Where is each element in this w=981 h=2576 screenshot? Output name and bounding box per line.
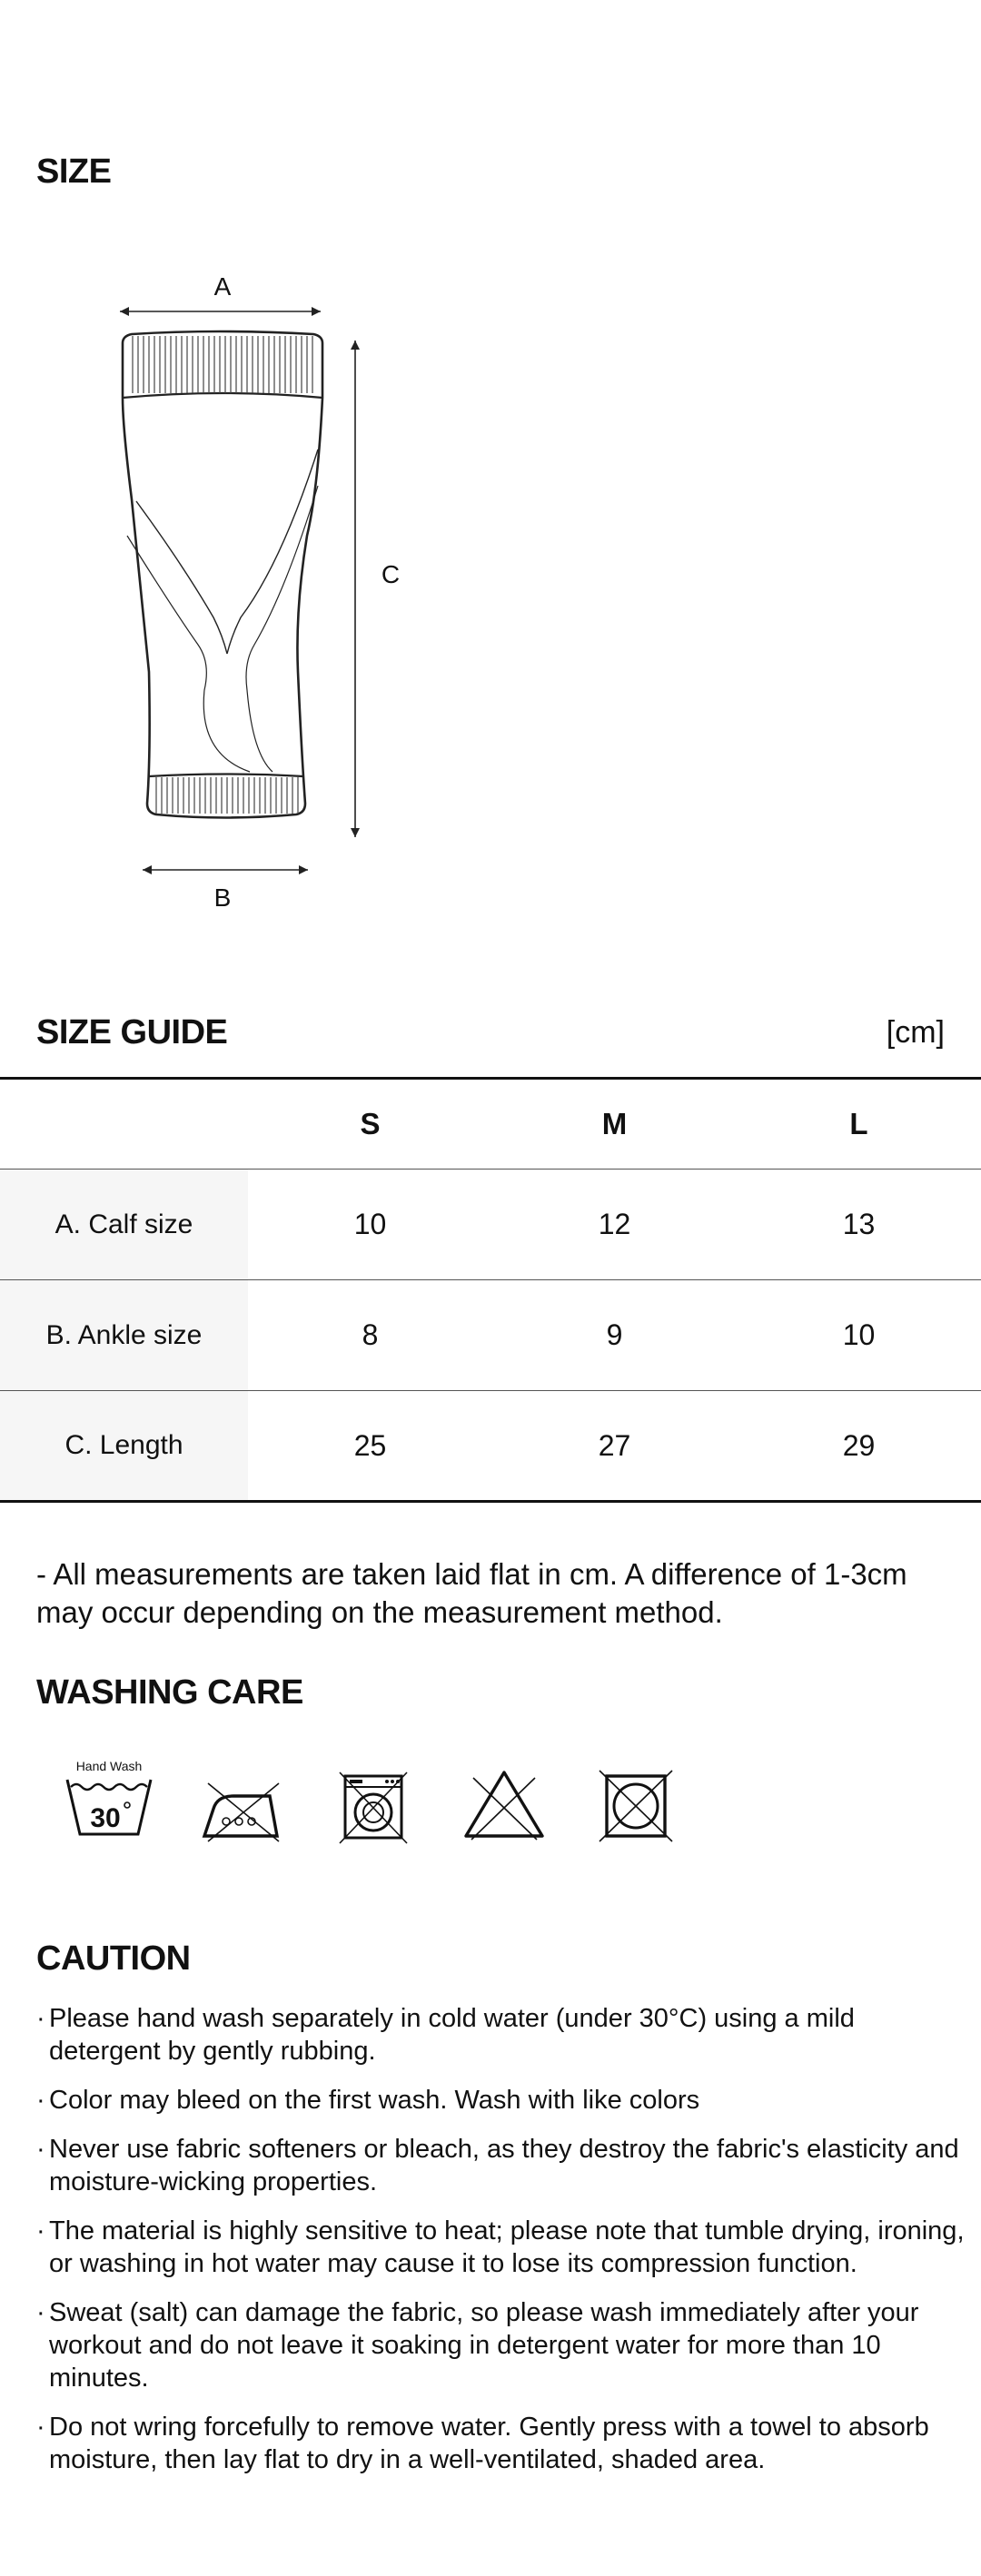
do-not-machine-wash-icon <box>318 1756 427 1856</box>
list-item: · Do not wring forcefully to remove water. Gently press with a towel to absorb moisture, then lay flat to dry in a well-ventilated, shaded area. <box>36 2411 972 2476</box>
table-cell: 10 <box>353 1208 387 1240</box>
care-icons <box>54 1756 690 1856</box>
caution-list <box>36 2002 972 2492</box>
size-table <box>0 1077 981 1503</box>
table-header-row <box>0 1079 981 1170</box>
list-item: · Color may bleed on the first wash. Wash with like colors <box>36 2084 972 2117</box>
list-item: · The material is highly sensitive to heat; please note that tumble drying, ironing, or washing in hot water may cause it to lose its compression function. <box>36 2215 972 2280</box>
hand-wash-30-icon <box>54 1756 164 1856</box>
header-size: M <box>601 1107 628 1140</box>
table-row <box>0 1170 981 1280</box>
unit-label: [cm] <box>886 1015 945 1050</box>
table-cell: 29 <box>842 1428 876 1462</box>
table-cell: 25 <box>353 1428 387 1462</box>
do-not-tumble-dry-icon <box>581 1756 690 1856</box>
header-size: S <box>360 1107 381 1140</box>
size-guide-title: SIZE GUIDE <box>36 1013 228 1051</box>
size-title: SIZE <box>36 153 112 191</box>
do-not-iron-icon <box>186 1756 295 1856</box>
measurement-note: - All measurements are taken laid flat in cm. A difference of 1-3cm may occur depending on the measurement method. <box>36 1557 907 1629</box>
washing-care-title: WASHING CARE <box>36 1673 303 1712</box>
wash-temp: 30 <box>90 1803 121 1833</box>
row-label: A. Calf size <box>0 1170 248 1280</box>
table-cell: 10 <box>842 1318 876 1351</box>
table-row <box>0 1280 981 1391</box>
list-item: · Please hand wash separately in cold water (under 30°C) using a mild detergent by gently rubbing. <box>36 2002 972 2068</box>
table-cell: 13 <box>842 1208 876 1240</box>
header-size: L <box>849 1107 868 1140</box>
list-item: · Sweat (salt) can damage the fabric, so please wash immediately after your workout and do not leave it soaking in detergent water for more than 10 minutes. <box>36 2296 972 2394</box>
list-item: · Never use fabric softeners or bleach, as they destroy the fabric's elasticity and moisture-wicking properties. <box>36 2133 972 2198</box>
row-label: B. Ankle size <box>0 1280 248 1391</box>
size-diagram <box>91 263 454 926</box>
hand-wash-label: Hand Wash <box>75 1759 143 1773</box>
label-a: A <box>213 272 232 301</box>
table-row <box>0 1391 981 1502</box>
row-label: C. Length <box>0 1391 248 1502</box>
do-not-bleach-icon <box>450 1756 559 1856</box>
label-b: B <box>213 883 232 912</box>
table-cell: 8 <box>362 1318 379 1351</box>
table-cell: 9 <box>606 1318 623 1351</box>
table-cell: 27 <box>598 1428 631 1462</box>
table-cell: 12 <box>598 1208 631 1240</box>
label-c: C <box>381 560 401 588</box>
header-empty <box>0 1079 248 1170</box>
caution-title: CAUTION <box>36 1939 191 1978</box>
